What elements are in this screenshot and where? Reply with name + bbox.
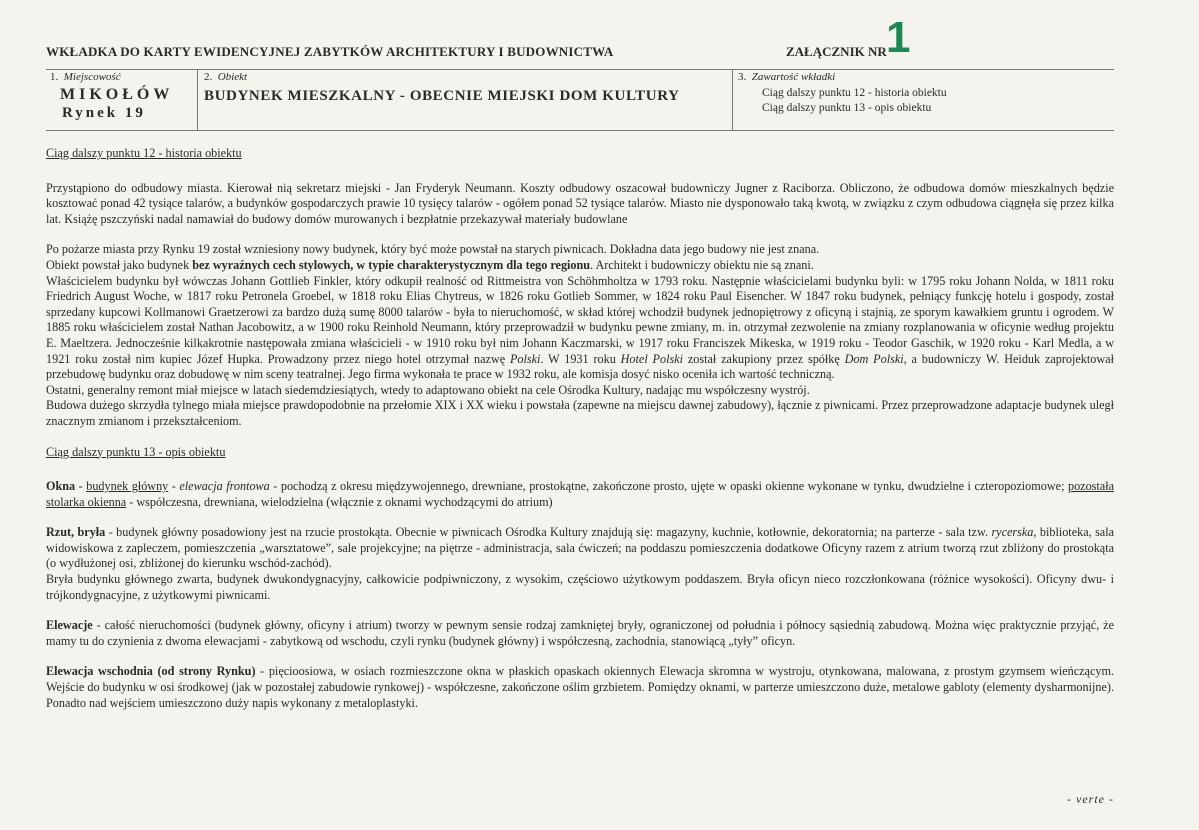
history-paragraph: Po pożarze miasta przy Rynku 19 został wzniesiony nowy budynek, który być może powstał na starych piwnicach. Dokładna data jego budowy nie jest znana. [46,242,820,257]
location-label: 1. Miejscowość [50,71,121,83]
contents-list [762,86,947,116]
location-address: Rynek 19 [62,105,146,121]
contents-label: 3. Zawartość wkładki [738,71,836,83]
form-title: WKŁADKA DO KARTY EWIDENCYJNEJ ZABYTKÓW ARCHITEKTURY I BUDOWNICTWA [46,44,614,59]
history-paragraph: Właścicielem budynku był wówczas Johann Gottlieb Finkler, który odkupił realność od Rittmeistra von Schöhmholtza w 1793 roku. Następnie właścicielami budynku byli: w 1795 roku Johann Nolda, w 1811 roku Friedrich August Woche, w 1817 roku Petronela Groebel, w 1818 roku Elias Chytreus, w 1826 roku Gotlieb Sommer, w 1824 roku Paul Eisencher. W 1847 roku budynek, pełniący funkcję hotelu i gospody, został sprzedany kupcowi Kollmanowi Graetzerowi za bardzo dużą sumę 8000 talarów - była to nieruchomość, w skład której wchodził budynek jednopiętrowy z oficyną i stajnią, ze sporym kawałkiem gruntu i ogrodem. W 1885 roku właścicielem został Nathan Jacobowitz, a w 1900 roku Reinhold Neumann, który przeprowadził w budynku pewne zmiany, m. in. otrzymał zezwolenie na zmiany rozplanowania w oficynie według projektu E. Maeltzera. Jednocześnie kilkakrotnie następowała zmiana właścicieli - w 1910 roku był nim Johann Kaczmarski, w 1917 roku Franciszek Mikeska, w 1919 roku - Teodor Gaschik, w 1920 roku - Karl Medla, a w 1921 roku został nim kupiec Józef Hupka. Prowadzony przez niego hotel otrzymał nazwę Polski. W 1931 roku Hotel Polski został zakupiony przez spółkę Dom Polski, a budowniczy W. Heiduk zaprojektował przebudowę budynku oraz dobudowę w nim sceny teatralnej. Jego firma wykonała te prace w 1932 roku, ale komisja dosyć nisko oceniła ich wartość techniczną. [46,273,1114,382]
location-name: MIKOŁÓW [60,86,174,103]
history-paragraph: Przystąpiono do odbudowy miasta. Kierował nią sekretarz miejski - Jan Fryderyk Neumann. Koszty odbudowy oszacował budowniczy Jugner z Raciborza. Obliczono, że odbudowa domów mieszkalnych będzie kosztować ponad 42 tysiące talarów, a budynków gospodarczych prawie 10 tysięcy talarów - ogółem ponad 52 tysiące talarów. Miasto nie dysponowało taką kwotą, w związku z czym odbudowa ciągnęła się przez kilka lat. Książę pszczyński nadal namawiał do budowy domów murowanych i bezpłatnie przekazywał materiały budowlane [46,180,1114,226]
description-paragraph: Okna - budynek główny - elewacja frontowa - pochodzą z okresu międzywojennego, drewniane, prostokątne, zakończone prosto, ujęte w opaski okienne wykonane w tynku, dwudzielne i czteropoziomowe; pozostała stolarka okienna - współczesna, drewniana, wielodzielna (włącznie z oknami wychodzącymi do atrium) [46,479,1114,509]
contents-item: Ciąg dalszy punktu 13 - opis obiektu [762,102,932,114]
object-label: 2. Obiekt [204,71,248,83]
history-paragraph: Budowa dużego skrzydła tylnego miała miejsce prawdopodobnie na przełomie XIX i XX wieku i powstała (zapewne na miejscu dawnej zabudowy), łącznie z piwnicami. Przez przeprowadzone adaptacje budynek uległ znacznym zmianom i przekształceniom. [46,398,1114,428]
verte-note: - verte - [1067,792,1114,806]
description-paragraph: Rzut, bryła - budynek główny posadowiony jest na rzucie prostokąta. Obecnie w piwnicach Ośrodka Kultury znajdują się: magazyny, kuchnie, kotłownie, dekoratornia; na parterze - sala tzw. rycerska, biblioteka, sala widowiskowa z zapleczem, pomieszczenia „warsztatowe”, sale projekcyjne; na piętrze - administracja, sala ćwiczeń; na poddaszu pomieszczenia dodatkowe Oficyny razem z atrium tworzą rzut zbliżony do prostokąta (o wydłużonej osi, zbliżonej do kierunku wschód-zachód). [46,525,1115,571]
object-name: BUDYNEK MIESZKALNY - OBECNIE MIEJSKI DOM KULTURY [204,88,680,104]
section-13-heading: Ciąg dalszy punktu 13 - opis obiektu [46,444,226,459]
table-top-border [46,69,1114,70]
history-paragraph: Ostatni, generalny remont miał miejsce w latach siedemdziesiątych, wtedy to adaptowano obiekt na cele Ośrodka Kultury, nadając mu współczesny wystrój. [46,382,810,397]
table-divider [197,69,198,130]
annex-label: ZAŁĄCZNIK NR [786,44,887,59]
description-paragraph: Elewacje - całość nieruchomości (budynek główny, oficyny i atrium) tworzy w pewnym sensie rodzaj zamkniętej bryły, ograniczonej od południa i północy sąsiednią zabudową. Można więc praktycznie przyjąć, że mamy tu do czynienia z dwoma elewacjami - zabytkową od wschodu, czyli rynku (budynek główny) i współczesną, zachodnia, stanowiącą „tyły” oficyn. [46,618,1114,648]
description-paragraph: Bryła budynku głównego zwarta, budynek dwukondygnacyjny, całkowicie podpiwniczony, z wysokim, częściowo użytkowym poddaszem. Bryła oficyn nieco rozczłonkowana (różnice wysokości). Oficyny dwu- i trójkondygnacyjne, z użytkowymi piwnicami. [46,572,1114,602]
description-paragraph: Elewacja wschodnia (od strony Rynku) - pięcioosiowa, w osiach rozmieszczone okna w płaskich opaskach okiennych Elewacja skromna w wystroju, otynkowana, malowana, z prostym gzymsem wieńczącym. Wejście do budynku w osi środkowej (jak w pozostałej zabudowie rynkowej) - współczesne, zakończone oślim grzbietem. Pomiędzy oknami, w parterze umieszczono duże, metalowe gabloty (elementy dysharmonijne). Ponadto nad wejściem umieszczono duży napis wykonany z metaloplastyki. [46,664,1114,710]
table-bottom-border [46,130,1114,131]
section-12-heading: Ciąg dalszy punktu 12 - historia obiektu [46,146,242,160]
history-paragraph: Obiekt powstał jako budynek bez wyraźnych cech stylowych, w typie charakterystycznym dla tego regionu. Architekt i budowniczy obiektu nie są znani. [46,257,814,272]
body-text [46,146,1114,711]
table-divider [732,69,733,130]
contents-item: Ciąg dalszy punktu 12 - historia obiektu [762,87,947,99]
annex-number: 1 [886,13,911,62]
